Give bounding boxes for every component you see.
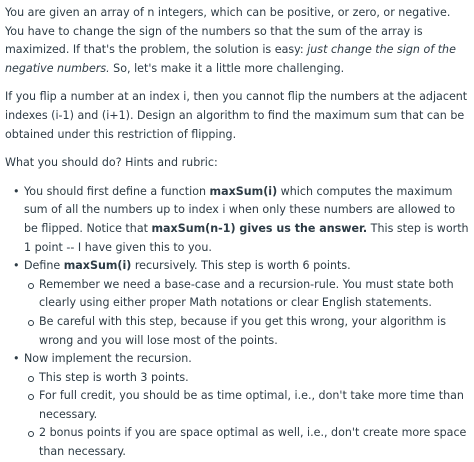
rubric-text: recursively. This step is worth 6 points. [131,259,351,273]
sub-item-worth: This step is worth 3 points. [24,369,471,388]
rubric-list [5,183,471,462]
restriction-paragraph: If you flip a number at an index i, then you cannot flip the numbers at the adjacent indexes (i-1) and (i+1). Design an algorithm to find the maximum sum that can be obtained under this restriction of flipping. [5,90,468,141]
answer-statement: maxSum(n-1) gives us the answer. [151,221,368,235]
rubric-text: which computes the maximum sum of all the numbers up to index i when only these numbers are allowed to be flipped. Notice that [24,184,456,235]
rubric-text: This step is worth 1 point -- I have given this to you. [24,221,469,254]
sub-item-time-optimal: For full credit, you should be as time optimal, i.e., don't take more time than necessary. [24,387,471,424]
recursive-definition-sublist [24,276,471,350]
intro-emphasis: just change the sign of the negative numbers. [5,43,456,75]
rubric-text: Now implement the recursion. [24,352,192,366]
rubric-text: Define [24,259,64,273]
rubric-item-recursive-definition [5,257,471,350]
sub-item-base-case: Remember we need a base-case and a recursion-rule. You must state both clearly using either proper Math notations or clear English statements. [24,276,471,313]
rubric-item-define-function [5,183,471,257]
function-name: maxSum(i) [63,259,132,273]
intro-text: You are given an array of n integers, which can be positive, or zero, or negative. You have to change the sign of the numbers so that the sum of the array is maximized. If that's the problem, the solution is easy: [5,6,451,57]
hints-heading: What you should do? Hints and rubric: [5,156,218,170]
sub-item-space-optimal: 2 bonus points if you are space optimal as well, i.e., don't create more space than necessary. [24,424,471,461]
intro-text-end: So, let's make it a little more challenging. [109,61,345,75]
document [5,4,471,462]
intro-paragraph [5,4,471,78]
rubric-item-implement [5,350,471,462]
implement-sublist [24,369,471,462]
function-name: maxSum(i) [209,184,278,198]
sub-item-be-careful: Be careful with this step, because if you get this wrong, your algorithm is wrong and you will lose most of the points. [24,313,471,350]
rubric-text: You should first define a function [24,184,210,198]
